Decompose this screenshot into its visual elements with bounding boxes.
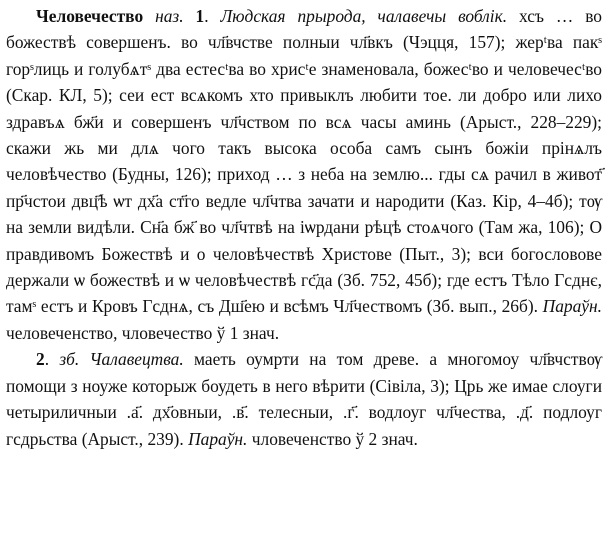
sense-2-compare-text: чловеченство ў 2 знач. bbox=[251, 428, 418, 449]
dictionary-entry-sense-2: 2. зб. Чалавецтва. маеть оумрти на том древе. а многомоу чл҃вчствѹ помощи з ноуже которыж боудеть в него вѣрити (Сівіла, 3); Црь же имае слоуги четыриличныи .а҃. дх҃овныи, .в҃. телесныи, .г҃. водлоуг чл҃чества, .д҃. подлоуг гсдрьства (Арыст., 239). Параўн. чловеченство ў 2 знач. bbox=[6, 349, 602, 449]
sense-1-number: 1 bbox=[195, 6, 205, 26]
headword: Человечество bbox=[36, 6, 144, 26]
sense-2-definition: Чалавецтва. bbox=[89, 349, 184, 370]
dictionary-entry: Человечество наз. 1. Людская прырода, чалавечы воблік. хсъ … во божествѣ совершенъ. во чл҃вчстве полныи чл҃вкъ (Чэцця, 157); жерᵗва пакˢ горˢлиць и голубѧтˢ два естесᵗва во хрисᵗе знаменовала, божесᵗво и человечесᵗво (Скар. КЛ, 5); сеи ест всѧкомъ хто привыклъ любити тое. ли добро или лихо здравъѧ бж҃и и совершенъ чл҃чством по всѧ часы аминь (Арыст., 228–229); скажи жь ми длѧ чого такъ высока особа самъ сынъ божіи прінѧлъ человѣчество (Будны, 126); приход … з неба на землю... гды сѧ рачил в живот҃ пр҃чстои двц҃ѣ ѡт дх҃а ст҃го ведле чл҃чтва зачати и народити (Каз. Кір, 4–4б); тѹ на земли видѣли. Сн҃а бж҃ во чл҃чтвѣ на іѡрдани рѣцѣ стоѧчого (Там жа, 106); О правдивомъ Божествѣ и о человѣчествѣ Христове (Пыт., 3); вси богословове держали ѡ божествѣ и ѡ человѣчествѣ гс҃да (Зб. 752, 45б); где естъ Тѣло Гсднє, тамˢ естъ и Кровъ Гсднѧ, съ Дш҃ею и всѣмъ Чл҃чествомъ (Зб. вып., 26б). Параўн. человеченство, чловечество ў 1 знач. bbox=[6, 6, 602, 343]
sense-1-definition: Людская прырода, чалавечы воблік. bbox=[220, 6, 508, 26]
part-of-speech: наз. bbox=[155, 6, 184, 26]
sense-1-compare-text: человеченство, чловечество ў 1 знач. bbox=[6, 322, 280, 343]
sense-2-compare-label: Параўн. bbox=[188, 428, 248, 449]
sense-1-compare-label: Параўн. bbox=[542, 296, 602, 317]
sense-1-citations: хсъ … во божествѣ совершенъ. во чл҃вчстве полныи чл҃вкъ (Чэцця, 157); жерᵗва пакˢ горˢлиць и голубѧтˢ два естесᵗва во хрисᵗе знаменовала, божесᵗво и человечесᵗво (Скар. КЛ, 5); сеи ест всѧкомъ хто привыклъ любити тое. ли добро или лихо здравъѧ бж҃и и совершенъ чл҃чством по всѧ часы аминь (Арыст., 228–229); скажи жь ми длѧ чого такъ высока особа самъ сынъ божіи прінѧлъ человѣчество (Будны, 126); приход … з неба на землю... гды сѧ рачил в живот҃ пр҃чстои двц҃ѣ ѡт дх҃а ст҃го ведле чл҃чтва зачати и народити (Каз. Кір, 4–4б); тѹ на земли видѣли. Сн҃а бж҃ во чл҃чтвѣ на іѡрдани рѣцѣ стоѧчого (Там жа, 106); О правдивомъ Божествѣ и о человѣчествѣ Христове (Пыт., 3); вси богословове держали ѡ божествѣ и ѡ человѣчествѣ гс҃да (Зб. 752, 45б); где естъ Тѣло Гсднє, тамˢ естъ и Кровъ Гсднѧ, съ Дш҃ею и всѣмъ Чл҃чествомъ (Зб. вып., 26б). bbox=[6, 6, 602, 317]
sense-2-label: зб. bbox=[59, 349, 80, 370]
sense-2-citations: маеть оумрти на том древе. а многомоу чл҃вчствѹ помощи з ноуже которыж боудеть в него вѣрити (Сівіла, 3); Црь же имае слоуги четыриличныи .а҃. дх҃овныи, .в҃. телесныи, .г҃. водлоуг чл҃чества, .д҃. подлоуг гсдрьства (Арыст., 239). bbox=[6, 349, 602, 449]
sense-2-number: 2 bbox=[36, 349, 45, 370]
